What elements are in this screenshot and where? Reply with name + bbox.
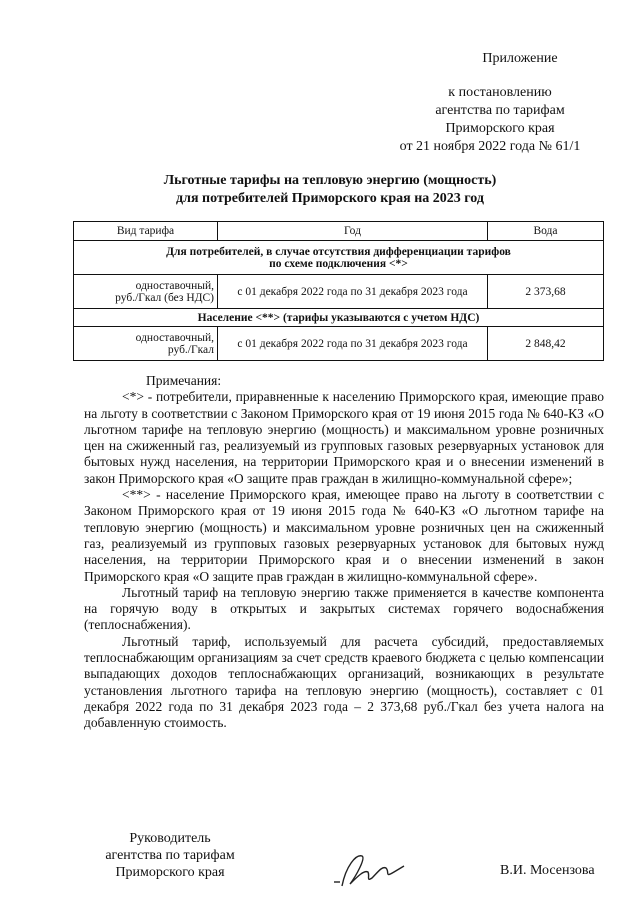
tariff-type-line-2: руб./Гкал bbox=[167, 343, 214, 356]
role-line-3: Приморского края bbox=[115, 865, 225, 880]
signatory-name: В.И. Мосензова bbox=[500, 863, 595, 878]
table-row bbox=[74, 327, 604, 361]
table-header-row bbox=[74, 222, 604, 241]
notes-section bbox=[84, 373, 604, 732]
tariff-type-line-1: одноставочный, bbox=[135, 331, 214, 344]
resolution-date: от 21 ноября 2022 года № 61/1 bbox=[399, 139, 581, 154]
water-value-cell: 2 848,42 bbox=[488, 327, 604, 361]
tariff-table bbox=[73, 221, 604, 361]
handwritten-signature bbox=[312, 846, 412, 894]
section-population: Население <**> (тарифы указываются с учетом НДС) bbox=[74, 309, 604, 327]
col-header-year: Год bbox=[218, 222, 488, 241]
appendix-label: Приложение bbox=[482, 51, 558, 66]
section-consumers-line-1: Для потребителей, в случае отсутствия дифференциации тарифов bbox=[166, 245, 511, 258]
appendix-header bbox=[380, 50, 600, 156]
period-cell: с 01 декабря 2022 года по 31 декабря 2023 года bbox=[218, 327, 488, 361]
note-subsidies: Льготный тариф, используемый для расчета субсидий, предоставляемых теплоснабжающим организациям за счет средств краевого бюджета с целью компенсации выпадающих доходов теплоснабжающих организаций, возникающих в результате установления льготного тарифа на тепловую энергию (мощность), составляет с 01 декабря 2022 года по 31 декабря 2023 года – 2 373,68 руб./Гкал без учета налога на добавленную стоимость. bbox=[84, 633, 604, 731]
note-footnote-1: <*> - потребители, приравненные к населению Приморского края, имеющие право на льготу в соответствии с Законом Приморского края от 19 июня 2015 года № 640-КЗ «О льготном тарифе на тепловую энергию (мощность) и максимальном уровне розничных цен на сжиженный газ, реализуемый из групповых газовых резервуарных установок для бытовых нужд населения, на территории Приморского края и о внесении изменений в закон Приморского края «О защите прав граждан в жилищно-коммунальной сфере»; bbox=[84, 389, 604, 486]
tariff-type-line-1: одноставочный, bbox=[135, 279, 214, 292]
tariff-type-cell bbox=[74, 327, 218, 361]
role-line-2: агентства по тарифам bbox=[105, 848, 235, 863]
table-row bbox=[74, 275, 604, 309]
period-cell: с 01 декабря 2022 года по 31 декабря 2023 года bbox=[218, 275, 488, 309]
agency-name: агентства по тарифам bbox=[435, 103, 565, 118]
region-name: Приморского края bbox=[445, 121, 555, 136]
title-line-1: Льготные тарифы на тепловую энергию (мощность) bbox=[163, 173, 497, 188]
notes-heading: Примечания: bbox=[146, 373, 222, 388]
water-value-cell: 2 373,68 bbox=[488, 275, 604, 309]
col-header-type: Вид тарифа bbox=[74, 222, 218, 241]
section-row bbox=[74, 309, 604, 327]
note-footnote-2: <**> - население Приморского края, имеющее право на льготу в соответствии с Законом Приморского края от 19 июня 2015 года № 640-КЗ «О льготном тарифе на тепловую энергию (мощность) и максимальном уровне розничных цен на сжиженный газ, реализуемый из групповых газовых резервуарных установок для бытовых нужд населения, на территории Приморского края и о внесении изменений в закон Приморского края «О защите прав граждан в жилищно-коммунальной сфере». bbox=[84, 487, 604, 584]
tariff-type-line-2: руб./Гкал (без НДС) bbox=[115, 291, 214, 304]
title-line-2: для потребителей Приморского края на 2023 год bbox=[176, 191, 484, 206]
section-consumers-line-2: по схеме подключения <*> bbox=[269, 257, 408, 270]
resolution-ref: к постановлению bbox=[448, 85, 552, 100]
col-header-water: Вода bbox=[488, 222, 604, 241]
tariff-type-cell bbox=[74, 275, 218, 309]
section-consumers bbox=[74, 241, 604, 275]
note-hot-water: Льготный тариф на тепловую энергию также применяется в качестве компонента на горячую воду в открытых и закрытых системах горячего водоснабжения (теплоснабжения). bbox=[84, 584, 604, 633]
signatory-role bbox=[80, 830, 260, 881]
document-title bbox=[60, 172, 600, 208]
section-row bbox=[74, 241, 604, 275]
role-line-1: Руководитель bbox=[129, 831, 211, 846]
